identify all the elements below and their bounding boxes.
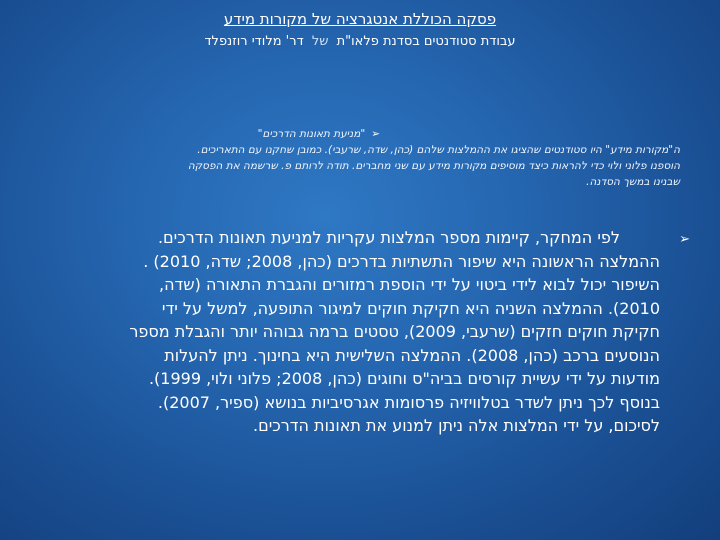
- paragraph-line: לפי המחקר, קיימות מספר המלצות עקריות למניעת תאונות הדרכים.: [157, 228, 620, 247]
- paragraph-line: חקיקת חוקים חזקים (שרעבי, 2009), טסטים ברמה גבוהה יותר והגבלת מספר: [129, 322, 660, 341]
- note-line: שבנינו במשך הסדנה.: [586, 176, 680, 188]
- note-line: הוספנו פלוני ולוי כדי להראות כיצד מוסיפים מקורות מידע עם שני מחברים. תודה לרותם פ. שרשמה את הפסקה: [187, 160, 680, 172]
- paragraph-line: לסיכום, על ידי המלצות אלה ניתן למנוע את תאונות הדרכים.: [253, 416, 660, 435]
- paragraph-line: ההמלצה הראשונה היא שיפור התשתיות בדרכים (כהן, 2008; שדה, 2010) .: [143, 251, 660, 271]
- paragraph-line: 2010). ההמלצה השניה היא חקיקת חוקים למיגור התופעה, למשל על ידי: [161, 298, 660, 318]
- paragraph-line: השיפור יכול לבוא לידי ביטוי על ידי הוספת רמזורים והגברת התאורה (שדה,: [159, 275, 660, 294]
- main-paragraph: [40, 226, 660, 438]
- slide-title: פסקה הכוללת אנטגרציה של מקורות מידע: [223, 10, 497, 28]
- note-heading-line: [40, 126, 380, 142]
- note-heading: "מניעת תאונות הדרכים": [257, 128, 366, 140]
- paragraph-line: הנוסעים ברכב (כהן, 2008). ההמלצה השלישית היא בחינוך. ניתן להעלות: [164, 345, 660, 365]
- note-block: [40, 126, 680, 190]
- arrow-bullet-icon: ➢: [679, 232, 690, 247]
- paragraph-line: בנוסף לכך ניתן לשדר בטלוויזיה פרסומות אגרסיביות בנושא (ספיר, 2007).: [157, 392, 660, 412]
- arrow-bullet-icon: ➢: [371, 128, 380, 140]
- subtitle-of: של: [311, 34, 329, 49]
- paragraph-line: מודעות על ידי עשיית קורסים בביה"ס וחוגים (כהן, 2008; פלוני ולוי, 1999).: [148, 369, 660, 388]
- note-line: ה"מקורות מידע" היו סטודנטים שהציגו את ההמלצות שלהם (כהן, שדה, שרעבי). כמובן שחקנו עם התאריכים.: [197, 144, 680, 156]
- slide-subtitle: [0, 34, 720, 49]
- subtitle-instructor: דר' מלודי רוזנפלד: [204, 34, 304, 49]
- subtitle-workshop: עבודת סטודנטים בסדנת פלאו"ת: [336, 34, 516, 49]
